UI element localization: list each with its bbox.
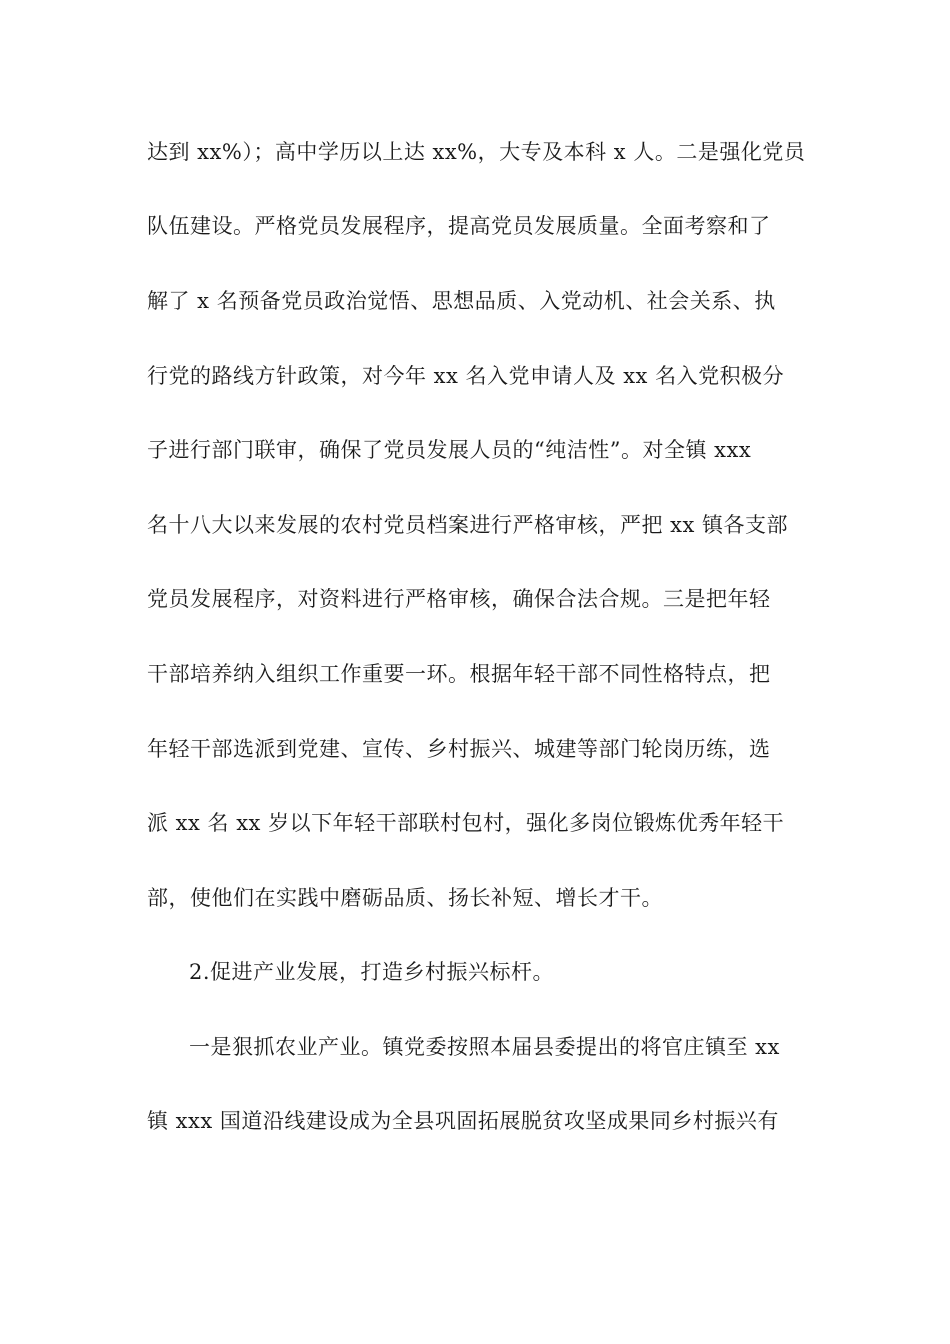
paragraph-line: 派 xx 名 xx 岁以下年轻干部联村包村，强化多岗位锻炼优秀年轻干 [147,811,785,835]
paragraph-line: 党员发展程序，对资料进行严格审核，确保合法合规。三是把年轻 [147,587,771,611]
paragraph-line: 解了 x 名预备党员政治觉悟、思想品质、入党动机、社会关系、执 [147,289,776,313]
paragraph-line: 干部培养纳入组织工作重要一环。根据年轻干部不同性格特点，把 [147,662,771,686]
paragraph-line: 行党的路线方针政策，对今年 xx 名入党申请人及 xx 名入党积极分 [147,364,785,388]
paragraph-line: 部，使他们在实践中磨砺品质、扬长补短、增长才干。 [147,886,663,910]
paragraph-line: 子进行部门联审，确保了党员发展人员的“纯洁性”。对全镇 xxx [147,438,752,462]
paragraph-line: 年轻干部选派到党建、宣传、乡村振兴、城建等部门轮岗历练，选 [147,737,771,761]
paragraph-line: 队伍建设。严格党员发展程序，提高党员发展质量。全面考察和了 [147,214,771,238]
paragraph-line: 一是狠抓农业产业。镇党委按照本届县委提出的将官庄镇至 xx [189,1035,780,1059]
paragraph-line: 名十八大以来发展的农村党员档案进行严格审核，严把 xx 镇各支部 [147,513,789,537]
section-heading: 2.促进产业发展，打造乡村振兴标杆。 [189,960,555,984]
paragraph-line: 达到 xx%）；高中学历以上达 xx%，大专及本科 x 人。二是强化党员 [147,140,806,164]
paragraph-line: 镇 xxx 国道沿线建设成为全县巩固拓展脱贫攻坚成果同乡村振兴有 [147,1109,779,1133]
